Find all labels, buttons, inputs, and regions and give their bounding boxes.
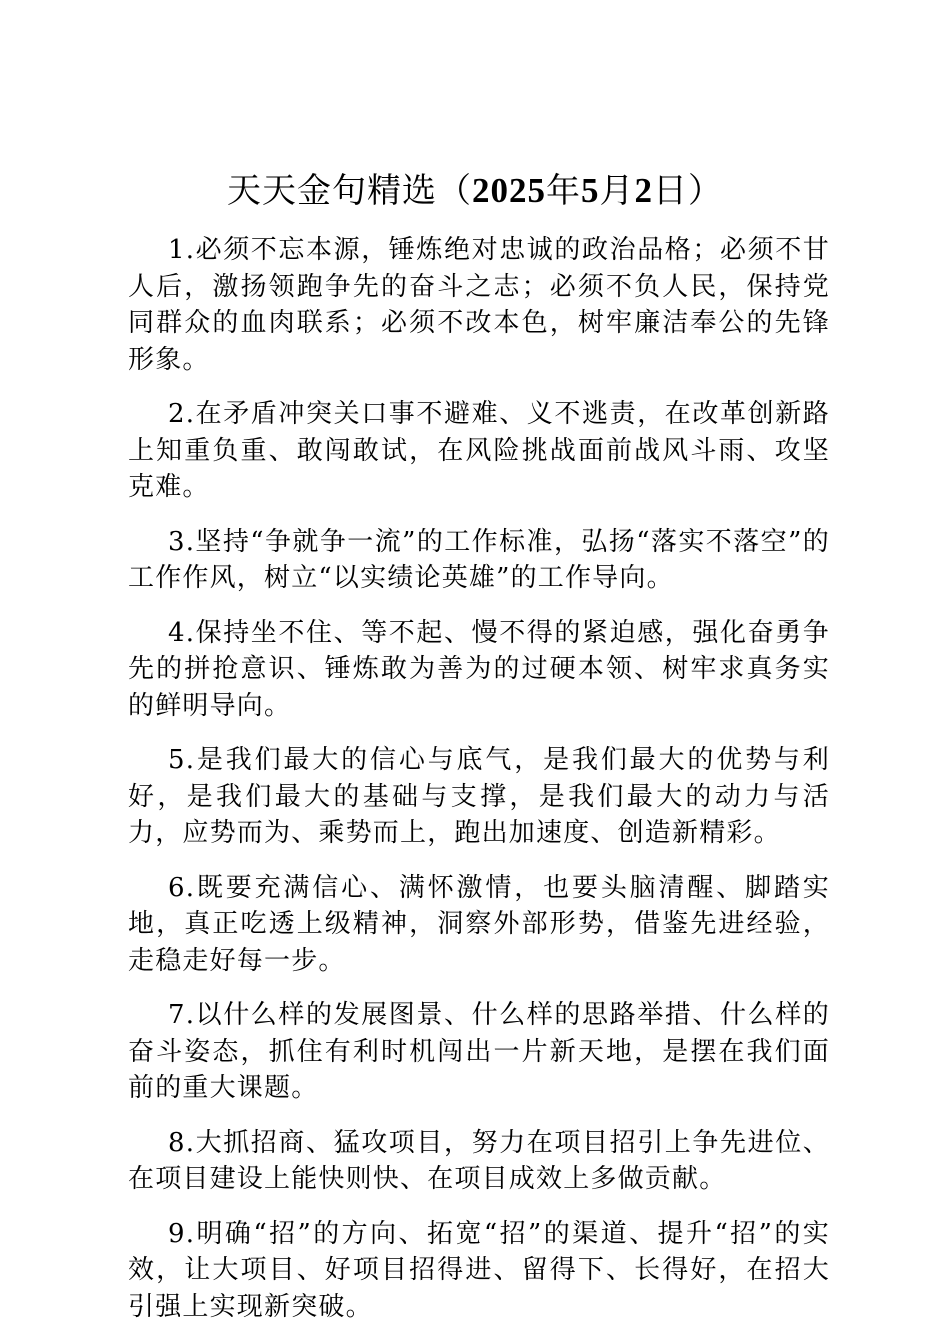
- title-year: 2025: [472, 171, 546, 210]
- document-title: [0, 168, 950, 214]
- title-prefix: 天天金句精选（: [227, 171, 472, 211]
- title-suffix: 日）: [653, 171, 723, 211]
- quote-item-1: 1.必须不忘本源，锤炼绝对忠诚的政治品格；必须不甘人后，激扬领跑争先的奋斗之志；必须不负人民，保持党同群众的血肉联系；必须不改本色，树牢廉洁奉公的先锋形象。: [128, 235, 830, 375]
- quote-item-3: 3.坚持“争就争一流”的工作标准，弘扬“落实不落空”的工作作风，树立“以实绩论英雄”的工作导向。: [128, 526, 830, 593]
- title-year-unit: 年: [546, 171, 581, 211]
- title-month-unit: 月: [599, 171, 635, 211]
- title-month: 5: [581, 171, 600, 210]
- quote-item-9: 9.明确“招”的方向、拓宽“招”的渠道、提升“招”的实效，让大项目、好项目招得进、留得下、长得好，在招大引强上实现新突破。: [128, 1218, 830, 1322]
- quote-item-4: 4.保持坐不住、等不起、慢不得的紧迫感，强化奋勇争先的拼抢意识、锤炼敢为善为的过硬本领、树牢求真务实的鲜明导向。: [128, 617, 830, 721]
- quote-item-6: 6.既要充满信心、满怀激情，也要头脑清醒、脚踏实地，真正吃透上级精神，洞察外部形势，借鉴先进经验，走稳走好每一步。: [128, 872, 830, 976]
- title-day: 2: [634, 171, 653, 210]
- quote-item-8: 8.大抓招商、猛攻项目，努力在项目招引上争先进位、在项目建设上能快则快、在项目成效上多做贡献。: [128, 1127, 830, 1194]
- quote-list: [128, 232, 830, 1343]
- quote-item-7: 7.以什么样的发展图景、什么样的思路举措、什么样的奋斗姿态，抓住有利时机闯出一片新天地，是摆在我们面前的重大课题。: [128, 1000, 830, 1103]
- quote-item-5: 5.是我们最大的信心与底气，是我们最大的优势与利好，是我们最大的基础与支撑，是我们最大的动力与活力，应势而为、乘势而上，跑出加速度、创造新精彩。: [128, 745, 830, 848]
- quote-item-2: 2.在矛盾冲突关口事不避难、义不逃责，在改革创新路上知重负重、敢闯敢试，在风险挑战面前战风斗雨、攻坚克难。: [128, 399, 830, 502]
